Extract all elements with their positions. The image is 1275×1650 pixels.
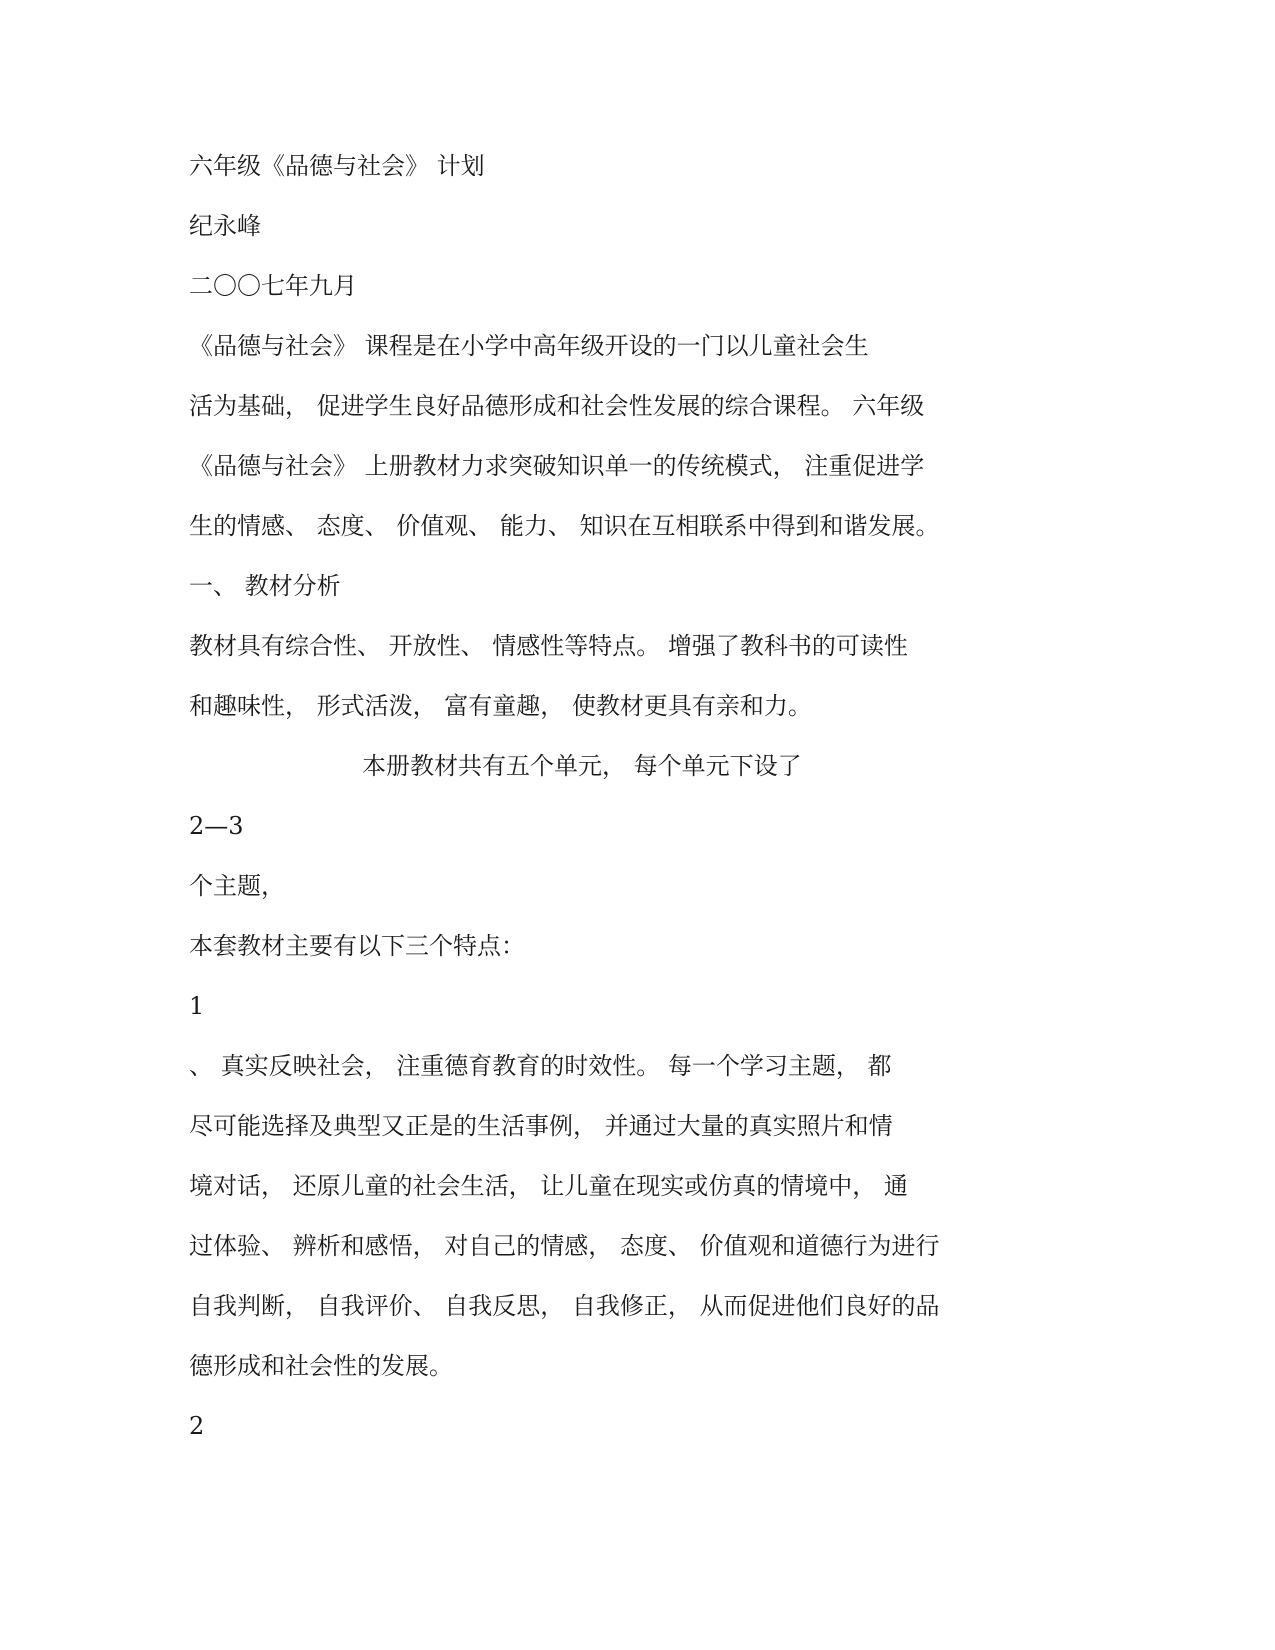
document-author: 纪永峰 xyxy=(189,212,261,240)
paragraph-line: 活为基础， 促进学生良好品德形成和社会性发展的综合课程。 六年级 xyxy=(189,392,925,420)
paragraph-line: 本册教材共有五个单元， 每个单元下设了 xyxy=(362,752,802,780)
section-heading: 一、 教材分析 xyxy=(189,572,341,600)
document-date: 二〇〇七年九月 xyxy=(189,272,357,300)
paragraph-line: 德形成和社会性的发展。 xyxy=(189,1352,453,1380)
paragraph-line: 《品德与社会》 课程是在小学中高年级开设的一门以儿童社会生 xyxy=(189,332,869,360)
list-number: 1 xyxy=(189,992,205,1020)
paragraph-line: 个主题， xyxy=(189,872,285,900)
paragraph-line: 尽可能选择及典型又正是的生活事例， 并通过大量的真实照片和情 xyxy=(189,1112,893,1140)
paragraph-line: 教材具有综合性、 开放性、 情感性等特点。 增强了教科书的可读性 xyxy=(189,632,908,660)
paragraph-line: 生的情感、 态度、 价值观、 能力、 知识在互相联系中得到和谐发展。 xyxy=(189,512,940,540)
paragraph-line: 和趣味性， 形式活泼， 富有童趣， 使教材更具有亲和力。 xyxy=(189,692,812,720)
paragraph-line: 境对话， 还原儿童的社会生活， 让儿童在现实或仿真的情境中， 通 xyxy=(189,1172,908,1200)
paragraph-line: 、 真实反映社会， 注重德育教育的时效性。 每一个学习主题， 都 xyxy=(189,1052,892,1080)
paragraph-line: 2—3 xyxy=(189,812,244,840)
paragraph-line: 本套教材主要有以下三个特点： xyxy=(189,932,525,960)
document-title: 六年级《品德与社会》 计划 xyxy=(189,152,485,180)
paragraph-line: 过体验、 辨析和感悟， 对自己的情感， 态度、 价值观和道德行为进行 xyxy=(189,1232,940,1260)
paragraph-line: 自我判断， 自我评价、 自我反思， 自我修正， 从而促进他们良好的品 xyxy=(189,1292,940,1320)
paragraph-line: 《品德与社会》 上册教材力求突破知识单一的传统模式， 注重促进学 xyxy=(189,452,925,480)
list-number: 2 xyxy=(189,1412,205,1440)
